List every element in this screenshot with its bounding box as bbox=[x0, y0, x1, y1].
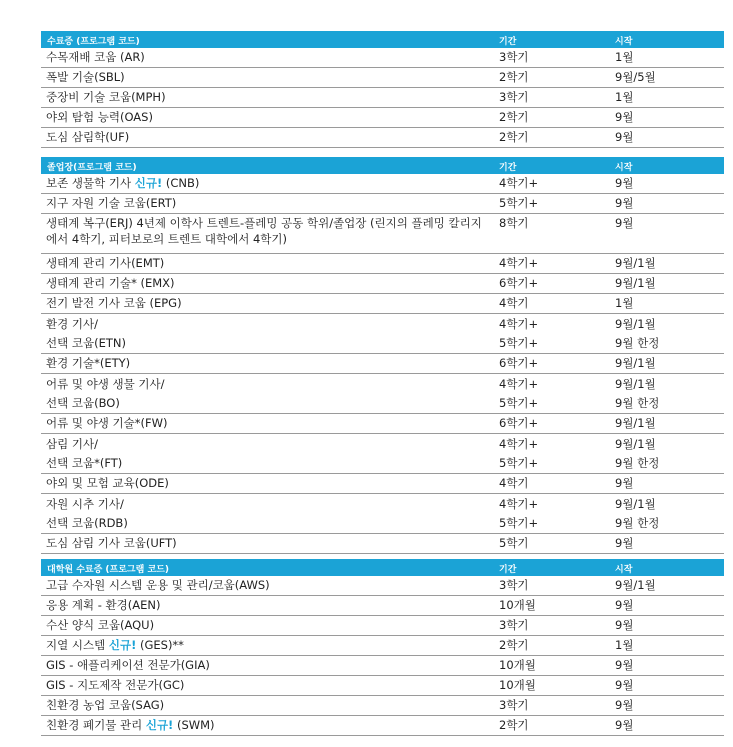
program-start: 9월 bbox=[615, 678, 634, 692]
program-duration: 6학기+ bbox=[499, 416, 539, 430]
diploma-table bbox=[41, 157, 724, 554]
program-start: 1월 bbox=[615, 296, 634, 310]
table-row bbox=[41, 354, 724, 374]
program-duration: 5학기 bbox=[499, 536, 529, 550]
program-start: 9월/1월 9월 한정 bbox=[615, 377, 660, 410]
program-name: 응용 계획 - 환경(AEN) bbox=[46, 598, 161, 612]
table-row bbox=[41, 48, 724, 68]
program-name: 생태계 복구(ERJ) 4년제 이학사 트렌트-플레밍 공동 학위/졸업장 (린지의 플레밍 칼리지에서 4학기, 피터보로의 트렌트 대학에서 4학기) bbox=[46, 216, 482, 246]
program-start: 9월/1월 bbox=[615, 256, 656, 270]
program-start: 9월 bbox=[615, 196, 634, 210]
table-row bbox=[41, 88, 724, 108]
table-row bbox=[41, 576, 724, 596]
graduate-certificate-table bbox=[41, 559, 724, 736]
program-duration: 4학기+ bbox=[499, 256, 539, 270]
program-start: 1월 bbox=[615, 638, 634, 652]
header-start: 시작 bbox=[615, 565, 633, 575]
program-start: 9월/1월 bbox=[615, 356, 656, 370]
program-duration: 3학기 bbox=[499, 618, 529, 632]
program-name: 어류 및 야생 기술*(FW) bbox=[46, 416, 168, 430]
table-row bbox=[41, 434, 724, 474]
table-row bbox=[41, 696, 724, 716]
table-row bbox=[41, 636, 724, 656]
program-duration: 4학기+ 5학기+ bbox=[499, 317, 539, 350]
program-name: 삼림 기사/ 선택 코웁*(FT) bbox=[46, 437, 123, 470]
header-duration: 기간 bbox=[499, 163, 517, 173]
new-badge: 신규! bbox=[108, 638, 137, 652]
table-row bbox=[41, 314, 724, 354]
table-row bbox=[41, 414, 724, 434]
table-row bbox=[41, 616, 724, 636]
program-name: 폭발 기술(SBL) bbox=[46, 70, 125, 84]
program-name: 도심 삼림 기사 코웁(UFT) bbox=[46, 536, 177, 550]
table-header bbox=[41, 31, 724, 48]
program-name: 중장비 기술 코웁(MPH) bbox=[46, 90, 166, 104]
header-program: 졸업장(프로그램 코드) bbox=[47, 163, 137, 173]
header-start: 시작 bbox=[615, 37, 633, 47]
program-name: 수산 양식 코웁(AQU) bbox=[46, 618, 155, 632]
program-duration: 10개월 bbox=[499, 658, 536, 672]
program-name: 어류 및 야생 생물 기사/ 선택 코웁(BO) bbox=[46, 377, 165, 410]
program-start: 9월/1월 9월 한정 bbox=[615, 497, 660, 530]
program-name: 야외 및 모험 교육(ODE) bbox=[46, 476, 169, 490]
program-start: 9월 bbox=[615, 130, 634, 144]
program-duration: 10개월 bbox=[499, 678, 536, 692]
program-name: 친환경 농업 코웁(SAG) bbox=[46, 698, 165, 712]
program-start: 9월 bbox=[615, 718, 634, 732]
program-duration: 4학기+ 5학기+ bbox=[499, 497, 539, 530]
header-duration: 기간 bbox=[499, 37, 517, 47]
program-duration: 3학기 bbox=[499, 698, 529, 712]
new-badge: 신규! bbox=[134, 176, 163, 190]
header-program: 수료증 (프로그램 코드) bbox=[47, 37, 140, 47]
program-start: 9월/1월 bbox=[615, 276, 656, 290]
program-duration: 8학기 bbox=[499, 216, 529, 230]
program-duration: 4학기 bbox=[499, 476, 529, 490]
table-row bbox=[41, 676, 724, 696]
program-duration: 2학기 bbox=[499, 718, 529, 732]
program-duration: 2학기 bbox=[499, 110, 529, 124]
table-row bbox=[41, 68, 724, 88]
table-row bbox=[41, 596, 724, 616]
table-row bbox=[41, 474, 724, 494]
program-name: 환경 기술*(ETY) bbox=[46, 356, 131, 370]
table-row bbox=[41, 214, 724, 254]
program-start: 9월 bbox=[615, 476, 634, 490]
table-row bbox=[41, 716, 724, 736]
table-row bbox=[41, 656, 724, 676]
program-start: 9월 bbox=[615, 618, 634, 632]
program-duration: 2학기 bbox=[499, 638, 529, 652]
table-row bbox=[41, 254, 724, 274]
table-row bbox=[41, 128, 724, 148]
table-row bbox=[41, 174, 724, 194]
header-program: 대학원 수료증 (프로그램 코드) bbox=[47, 565, 169, 575]
program-start: 1월 bbox=[615, 90, 634, 104]
header-start: 시작 bbox=[615, 163, 633, 173]
new-badge: 신규! bbox=[145, 718, 174, 732]
program-duration: 3학기 bbox=[499, 578, 529, 592]
program-name: 도심 삼림학(UF) bbox=[46, 130, 130, 144]
program-name: 고급 수자원 시스템 운용 및 관리/코웁(AWS) bbox=[46, 578, 270, 592]
table-row bbox=[41, 274, 724, 294]
program-duration: 4학기+ bbox=[499, 176, 539, 190]
program-name: GIS - 지도제작 전문가(GC) bbox=[46, 678, 185, 692]
program-start: 9월/1월 bbox=[615, 578, 656, 592]
program-start: 9월/1월 bbox=[615, 416, 656, 430]
program-name: 자원 시추 기사/ 선택 코웁(RDB) bbox=[46, 497, 128, 530]
program-name: 생태계 관리 기술* (EMX) bbox=[46, 276, 175, 290]
table-row bbox=[41, 494, 724, 534]
certificate-table bbox=[41, 31, 724, 148]
program-start: 9월 bbox=[615, 176, 634, 190]
program-start: 9월 bbox=[615, 658, 634, 672]
program-start: 9월 bbox=[615, 698, 634, 712]
program-name: 생태계 관리 기사(EMT) bbox=[46, 256, 165, 270]
program-name: 수목재배 코웁 (AR) bbox=[46, 50, 145, 64]
program-name: 환경 기사/ 선택 코웁(ETN) bbox=[46, 317, 126, 350]
program-duration: 4학기+ 5학기+ bbox=[499, 377, 539, 410]
program-start: 9월/1월 9월 한정 bbox=[615, 437, 660, 470]
program-name: 보존 생물학 기사 신규! (CNB) bbox=[46, 176, 200, 190]
program-name: GIS - 애플리케이션 전문가(GIA) bbox=[46, 658, 210, 672]
program-duration: 4학기 bbox=[499, 296, 529, 310]
program-start: 9월/1월 9월 한정 bbox=[615, 317, 660, 350]
program-duration: 5학기+ bbox=[499, 196, 539, 210]
table-row bbox=[41, 294, 724, 314]
table-row bbox=[41, 108, 724, 128]
program-start: 9월 bbox=[615, 216, 634, 230]
program-name: 야외 탐험 능력(OAS) bbox=[46, 110, 153, 124]
program-start: 9월 bbox=[615, 598, 634, 612]
program-duration: 2학기 bbox=[499, 70, 529, 84]
program-duration: 2학기 bbox=[499, 130, 529, 144]
program-start: 9월 bbox=[615, 110, 634, 124]
program-duration: 4학기+ 5학기+ bbox=[499, 437, 539, 470]
program-duration: 6학기+ bbox=[499, 356, 539, 370]
program-start: 9월/5월 bbox=[615, 70, 656, 84]
table-header bbox=[41, 559, 724, 576]
program-duration: 3학기 bbox=[499, 50, 529, 64]
table-row bbox=[41, 194, 724, 214]
program-start: 9월 bbox=[615, 536, 634, 550]
program-duration: 3학기 bbox=[499, 90, 529, 104]
program-duration: 10개월 bbox=[499, 598, 536, 612]
program-name: 전기 발전 기사 코웁 (EPG) bbox=[46, 296, 182, 310]
program-name: 친환경 폐기물 관리 신규! (SWM) bbox=[46, 718, 215, 732]
program-name: 지구 자원 기술 코웁(ERT) bbox=[46, 196, 177, 210]
table-row bbox=[41, 534, 724, 554]
header-duration: 기간 bbox=[499, 565, 517, 575]
table-header bbox=[41, 157, 724, 174]
program-start: 1월 bbox=[615, 50, 634, 64]
program-duration: 6학기+ bbox=[499, 276, 539, 290]
program-name: 지열 시스템 신규! (GES)** bbox=[46, 638, 184, 652]
table-row bbox=[41, 374, 724, 414]
